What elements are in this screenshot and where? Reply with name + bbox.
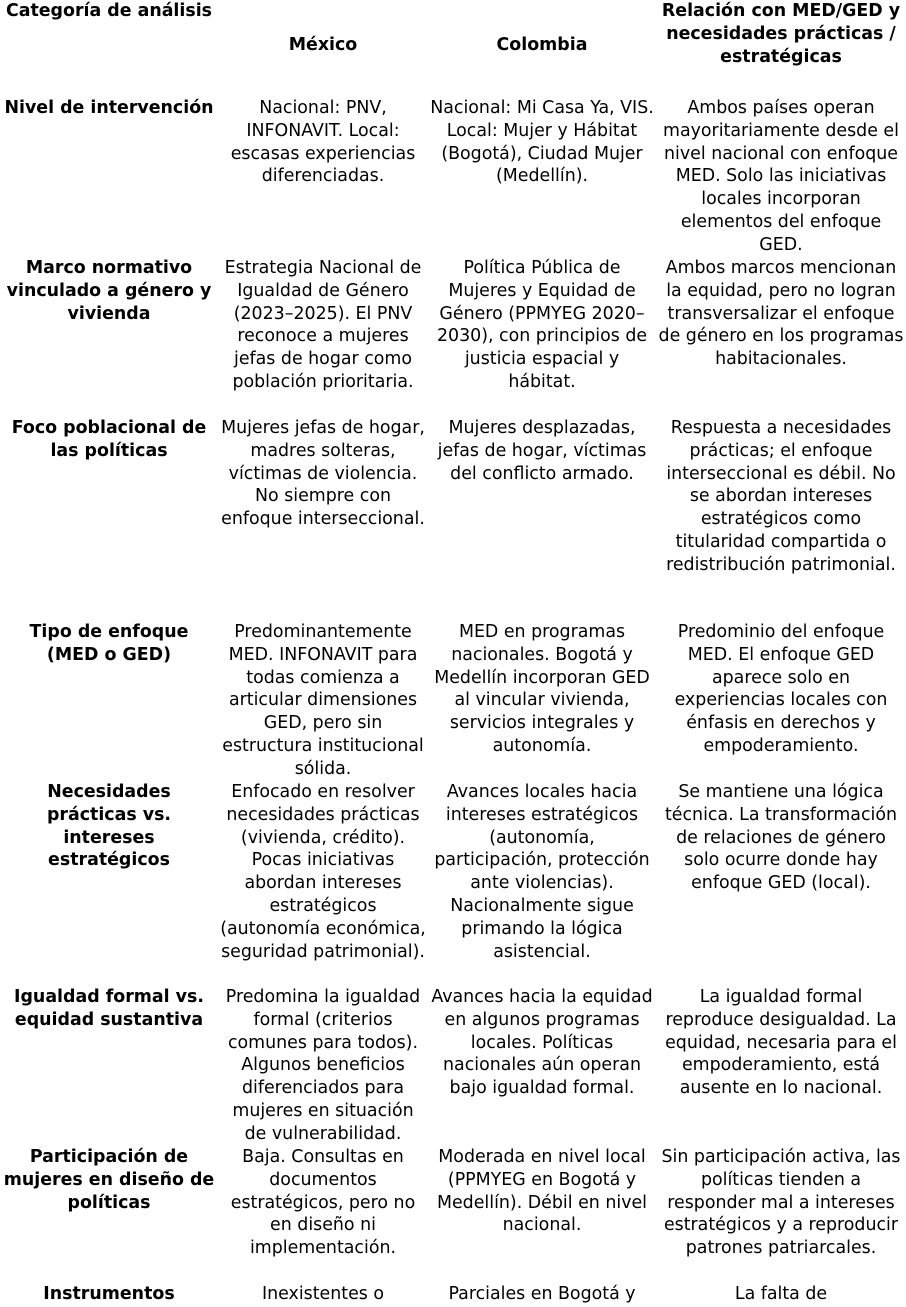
row-category: Participación de mujeres en diseño de políticas (3, 1147, 215, 1213)
table-row (0, 417, 906, 621)
row-mexico: Inexistentes o (261, 1284, 384, 1304)
row-category: Marco normativo vinculado a género y vivienda (6, 258, 212, 324)
row-colombia: Política Pública de Mujeres y Equidad de Género (PPMYEG 2020–2030), con principios de justicia espacial y hábitat. (436, 258, 648, 392)
header-category: Categoría de análisis (5, 1, 213, 21)
table-row (0, 621, 906, 781)
table-row (0, 781, 906, 986)
row-relation: Ambos países operan mayoritariamente desde el nivel nacional con enfoque MED. Solo las iniciativas locales incorporan elementos del enfoque GED. (663, 98, 899, 255)
table-row (0, 1146, 906, 1283)
table-row (0, 257, 906, 417)
row-colombia: Avances locales hacia intereses estratégicos (autonomía, participación, protección ante violencias). Nacionalmente sigue primando la lógica asistencial. (434, 782, 650, 962)
row-category: Foco poblacional de las políticas (11, 418, 207, 461)
row-mexico: Mujeres jefas de hogar, madres solteras, víctimas de violencia. No siempre con enfoque interseccional. (221, 418, 425, 530)
row-category: Necesidades prácticas vs. intereses estratégicos (46, 782, 172, 871)
row-category: Igualdad formal vs. equidad sustantiva (14, 987, 204, 1030)
row-mexico: Baja. Consultas en documentos estratégicos, pero no en diseño ni implementación. (230, 1147, 416, 1259)
row-category: Tipo de enfoque (MED o GED) (29, 622, 189, 665)
row-relation: Respuesta a necesidades prácticas; el enfoque interseccional es débil. No se abordan intereses estratégicos como titularidad compartida o redistribución patrimonial. (666, 418, 896, 575)
row-mexico: Predomina la igualdad formal (criterios comunes para todos). Algunos beneficios diferenciados para mujeres en situación de vulnerabilidad. (225, 987, 421, 1144)
header-row (0, 0, 906, 97)
row-category: Nivel de intervención (4, 98, 214, 118)
row-relation: Sin participación activa, las políticas tienden a responder mal a intereses estratégicos y a reproducir patrones patriarcales. (661, 1147, 901, 1259)
row-relation: Se mantiene una lógica técnica. La transformación de relaciones de género solo ocurre donde hay enfoque GED (local). (664, 782, 898, 894)
row-colombia: MED en programas nacionales. Bogotá y Medellín incorporan GED al vincular vivienda, servicios integrales y autonomía. (434, 622, 650, 756)
table-row (0, 986, 906, 1146)
table-row (0, 1283, 906, 1307)
row-category: Instrumentos (43, 1284, 175, 1304)
row-colombia: Nacional: Mi Casa Ya, VIS. Local: Mujer y Hábitat (Bogotá), Ciudad Mujer (Medellín). (430, 98, 654, 187)
row-mexico: Nacional: PNV, INFONAVIT. Local: escasas experiencias diferenciadas. (230, 98, 416, 187)
row-colombia: Moderada en nivel local (PPMYEG en Bogotá y Medellín). Débil en nivel nacional. (436, 1147, 648, 1236)
row-relation: La igualdad formal reproduce desigualdad. La equidad, necesaria para el empoderamiento, está ausente en lo nacional. (665, 987, 897, 1099)
row-relation: Ambos marcos mencionan la equidad, pero no logran transversalizar el enfoque de género en los programas habitacionales. (658, 258, 904, 370)
row-relation: La falta de (734, 1284, 828, 1304)
row-colombia: Parciales en Bogotá y (448, 1284, 636, 1304)
row-mexico: Predominantemente MED. INFONAVIT para todas comienza a articular dimensiones GED, pero sin estructura institucional sólida. (222, 622, 424, 779)
row-colombia: Avances hacia la equidad en algunos programas locales. Políticas nacionales aún operan bajo igualdad formal. (431, 987, 653, 1099)
row-relation: Predominio del enfoque MED. El enfoque GED aparece solo en experiencias locales con énfasis en derechos y empoderamiento. (674, 622, 888, 756)
table-row (0, 97, 906, 257)
header-mexico: México (288, 35, 358, 56)
header-relation: Relación con MED/GED y necesidades prácticas / estratégicas (661, 1, 901, 67)
row-mexico: Estrategia Nacional de Igualdad de Género (2023–2025). El PNV reconoce a mujeres jefas de hogar como población prioritaria. (224, 258, 422, 392)
row-colombia: Mujeres desplazadas, jefas de hogar, víctimas del conflicto armado. (437, 418, 647, 484)
row-mexico: Enfocado en resolver necesidades prácticas (vivienda, crédito). Pocas iniciativas abordan intereses estratégicos (autonomía económica, seguridad patrimonial). (220, 782, 426, 962)
header-colombia: Colombia (496, 35, 588, 56)
